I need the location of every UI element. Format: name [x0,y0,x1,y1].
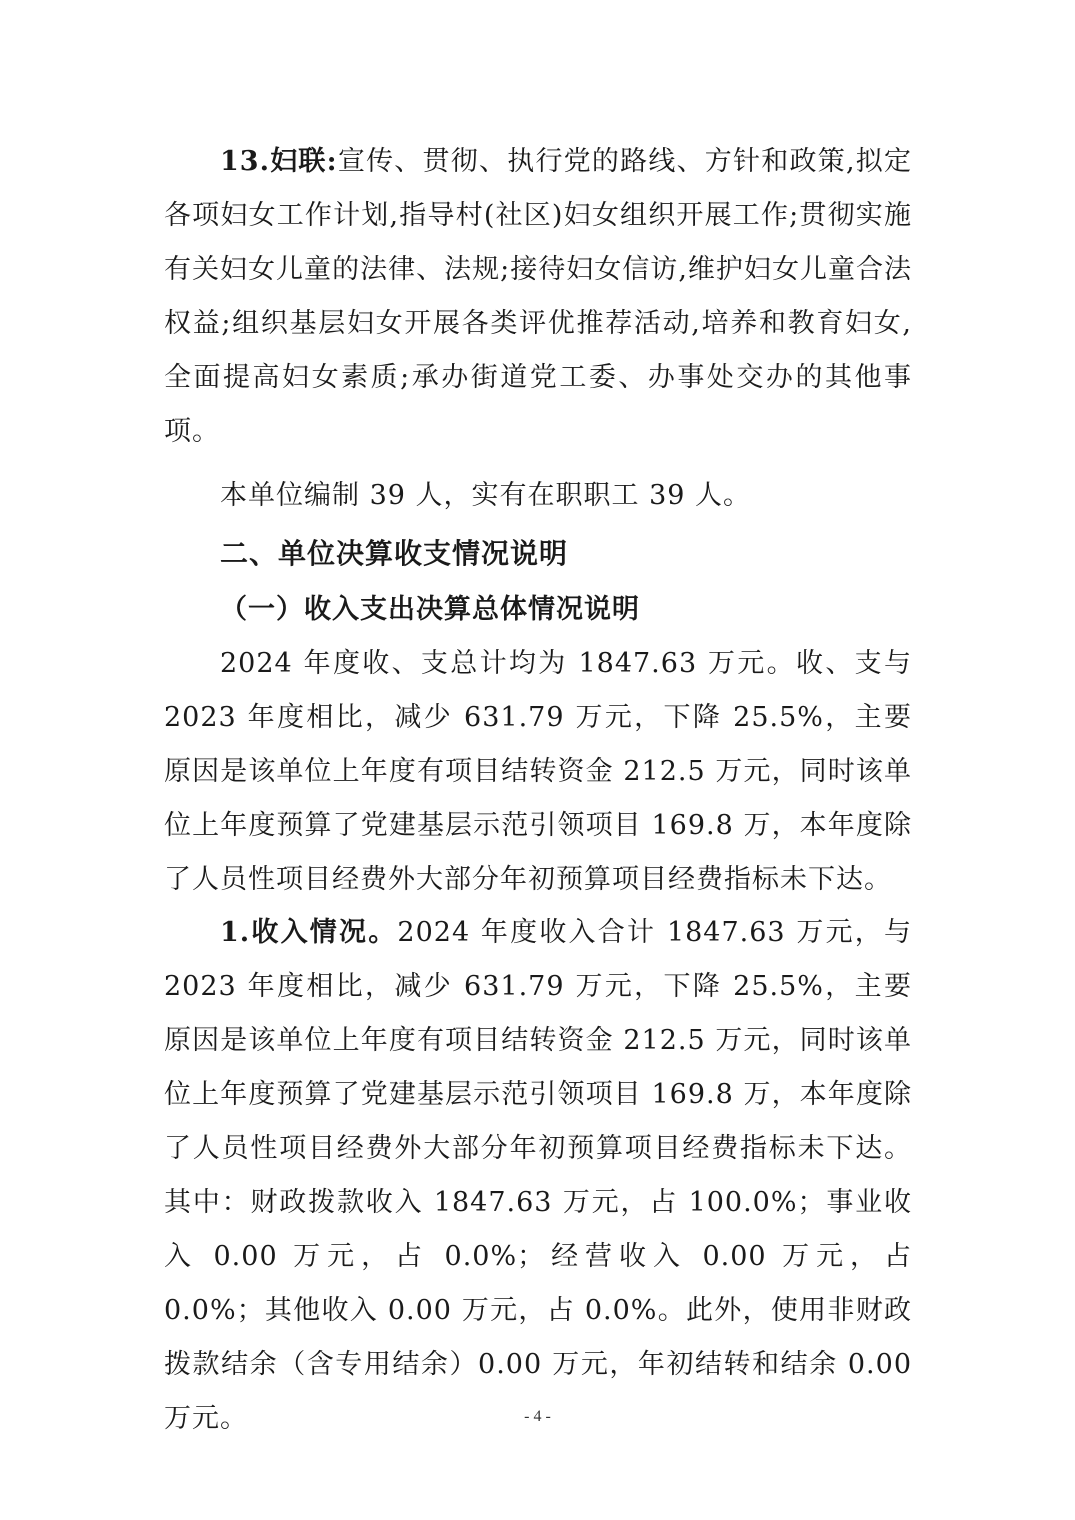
page-number: - 4 - [524,1408,551,1425]
paragraph-lead-womens-federation: 13.妇联: [220,146,338,177]
section-heading-budget: 二、单位决算收支情况说明 [220,537,569,570]
subsection-heading-overall: （一）收入支出决算总体情况说明 [220,594,640,625]
paragraph-womens-federation [164,135,912,459]
paragraph-staffing: 本单位编制 39 人，实有在职职工 39 人。 [220,480,752,511]
paragraph-overall-summary: 2024 年度收、支总计均为 1847.63 万元。收、支与 2023 年度相比，减少 631.79 万元，下降 25.5%，主要原因是该单位上年度有项目结转资金 212.5 万元，同时该单位上年度预算了党建基层示范引领项目 169.8 万，本年度除了人员性项目经费外大部分年初预算项目经费指标未下达。 [164,648,912,895]
paragraph-lead-income: 1.收入情况。 [220,917,398,948]
paragraph-text-income: 2024 年度收入合计 1847.63 万元，与 2023 年度相比，减少 631.79 万元，下降 25.5%，主要原因是该单位上年度有项目结转资金 212.5 万元，同时该单位上年度预算了党建基层示范引领项目 169.8 万，本年度除了人员性项目经费外大部分年初预算项目经费指标未下达。其中：财政拨款收入 1847.63 万元，占 100.0%；事业收入 0.00 万元，占 0.0%；经营收入 0.00 万元，占 0.0%；其他收入 0.00 万元，占 0.0%。此外，使用非财政拨款结余（含专用结余）0.00 万元，年初结转和结余 0.00 万元。 [164,917,912,1434]
paragraph-text-womens-federation: 宣传、贯彻、执行党的路线、方针和政策,拟定各项妇女工作计划,指导村(社区)妇女组织开展工作;贯彻实施有关妇女儿童的法律、法规;接待妇女信访,维护妇女儿童合法权益;组织基层妇女开展各类评优推荐活动,培养和教育妇女,全面提高妇女素质;承办街道党工委、办事处交办的其他事项。 [164,146,912,447]
paragraph-income [164,906,912,1446]
